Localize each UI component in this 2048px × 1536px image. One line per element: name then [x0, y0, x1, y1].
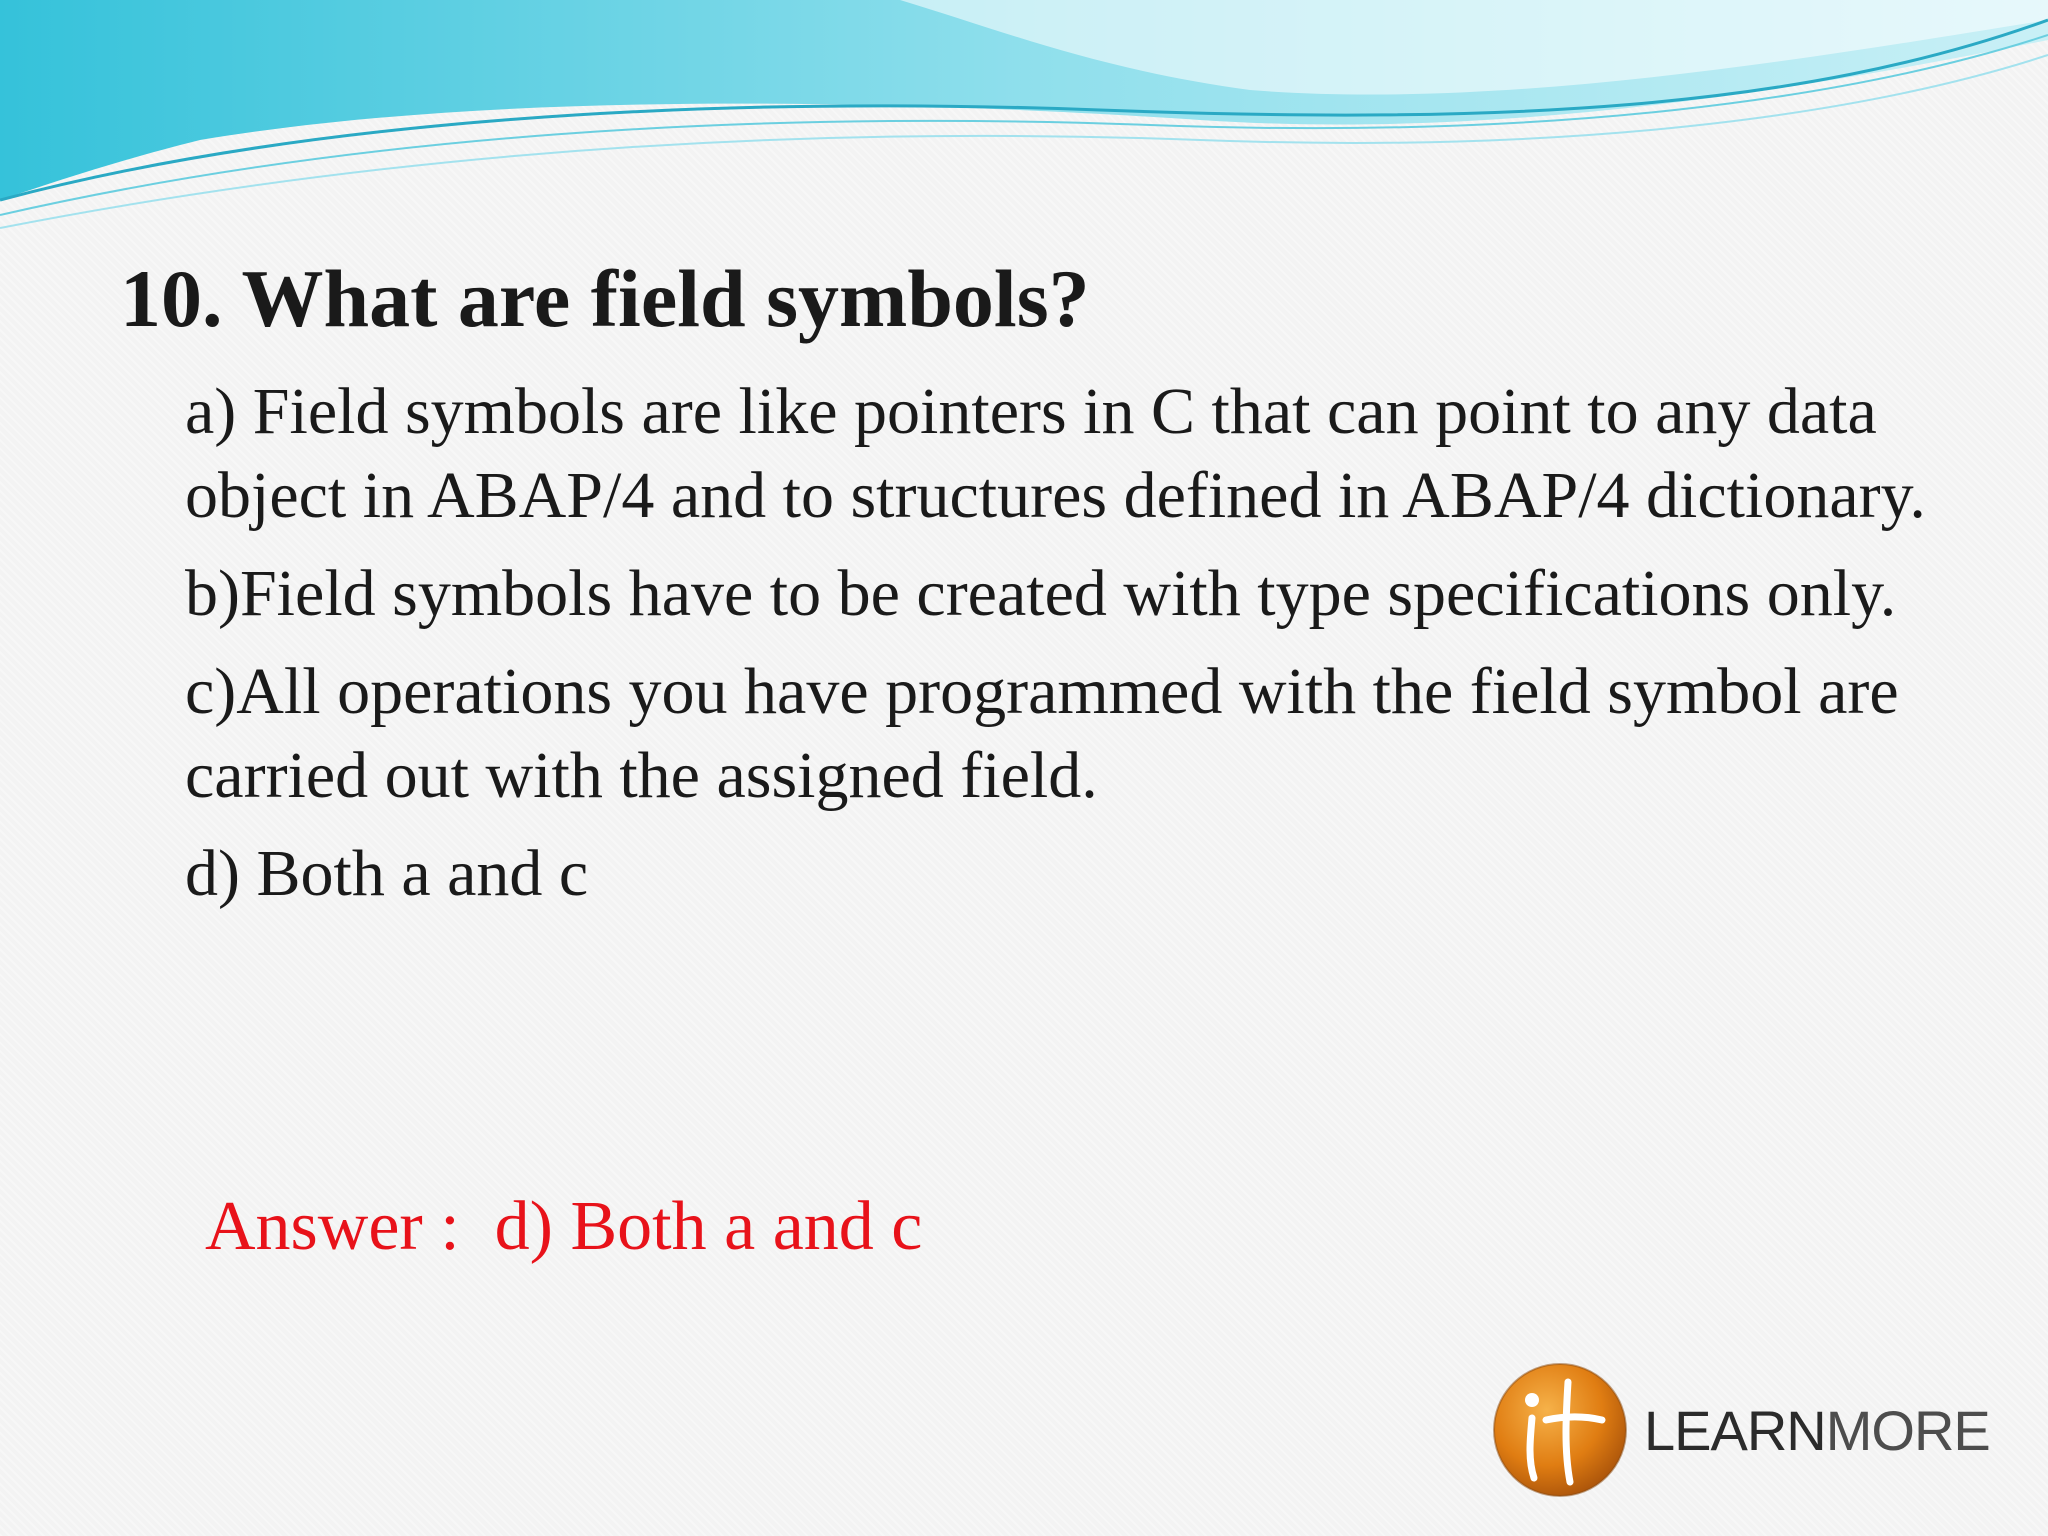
learnmore-logo: [1490, 1350, 1990, 1510]
question-title: 10. What are field symbols?: [120, 253, 1090, 344]
header-wave-decoration: [0, 0, 2048, 240]
logo-word-more: MORE: [1825, 1398, 1990, 1462]
option-c: c)All operations you have programmed with the field symbol are carried out with the assigned field.: [185, 655, 1899, 812]
answer-options-list: [185, 370, 1935, 930]
answer-text: Answer : d) Both a and c: [205, 1188, 923, 1265]
logo-wordmark: [1644, 1398, 1990, 1463]
option-a: a) Field symbols are like pointers in C that can point to any data object in ABAP/4 and to structures defined in ABAP/4 dictionary.: [185, 375, 1926, 532]
it-learnmore-logo-icon: [1490, 1360, 1630, 1500]
option-b: b)Field symbols have to be created with type specifications only.: [185, 557, 1897, 630]
logo-word-learn: LEARN: [1644, 1398, 1826, 1462]
option-d: d) Both a and c: [185, 837, 589, 910]
